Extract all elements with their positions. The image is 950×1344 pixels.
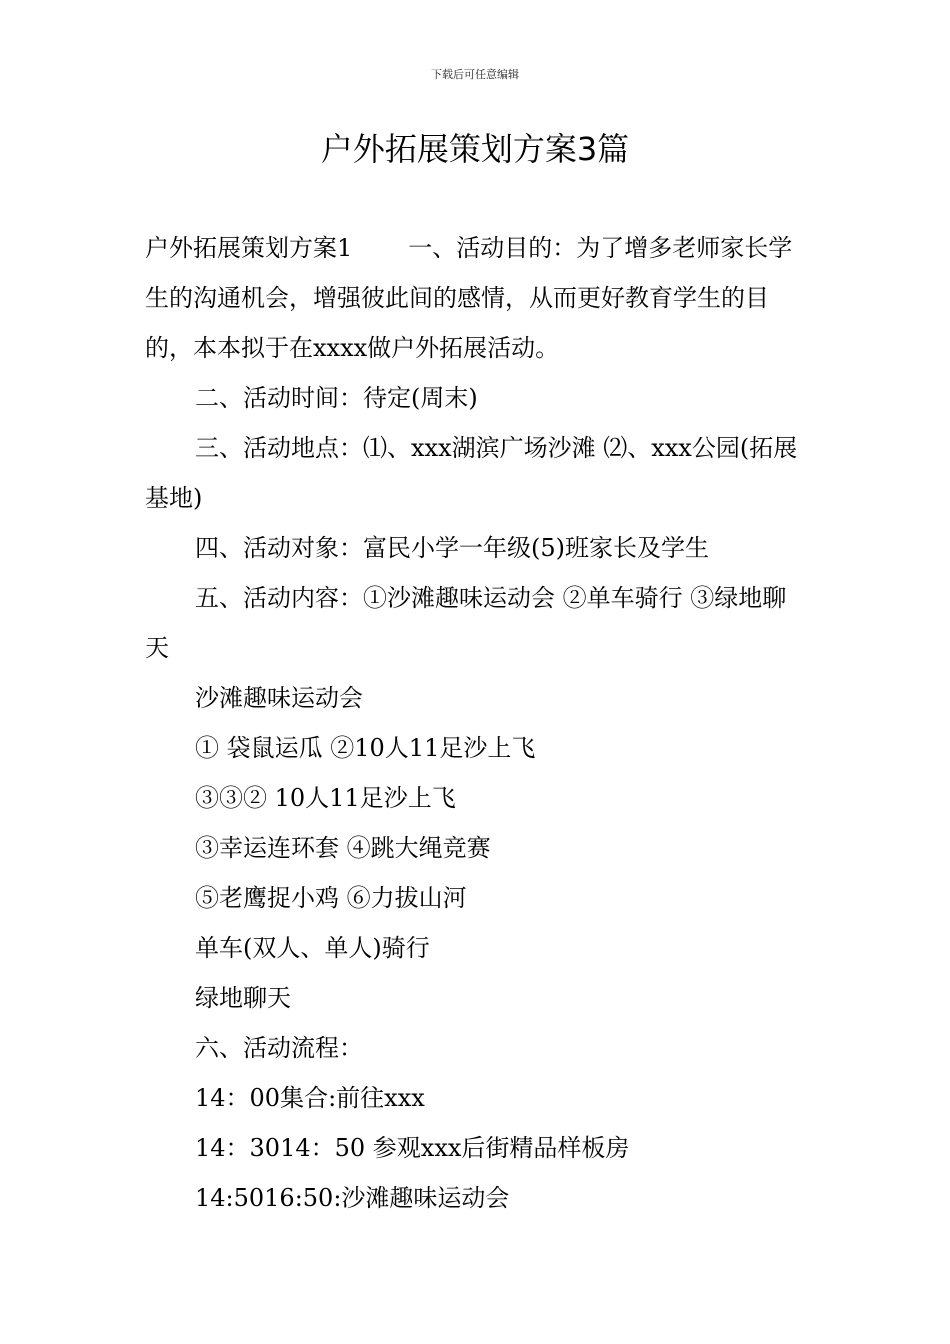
plan-label: 户外拓展策划方案1 <box>145 234 353 262</box>
paragraph-location: 三、活动地点：⑴、xxx湖滨广场沙滩 ⑵、xxx公园(拓展基地) <box>145 434 798 512</box>
purpose-text: 一、活动目的：为了增多老师家长学生的沟通机会，增强彼此间的感情，从而更好教育学生的目的，本本拟于在xxxx做户外拓展活动。 <box>145 234 793 362</box>
paragraph-time: 二、活动时间：待定(周末) <box>195 384 478 412</box>
games-line-4: ⑤老鹰捉小鸡 ⑥力拔山河 <box>195 884 467 912</box>
paragraph-audience: 四、活动对象：富民小学一年级(5)班家长及学生 <box>195 534 709 562</box>
paragraph-content: 五、活动内容：①沙滩趣味运动会 ②单车骑行 ③绿地聊天 <box>145 584 787 662</box>
intro-paragraph <box>145 223 807 373</box>
schedule-line-1: 14：00集合:前往xxx <box>195 1084 425 1112</box>
page-header: 下载后可任意编辑 <box>431 68 519 81</box>
paragraph-cycling: 单车(双人、单人)骑行 <box>195 934 430 962</box>
paragraph-beach-games: 沙滩趣味运动会 <box>195 684 363 712</box>
games-line-2: ③③② 10人11足沙上飞 <box>195 784 456 812</box>
schedule-line-2: 14：3014：50 参观xxx后街精品样板房 <box>195 1134 630 1162</box>
document-title: 户外拓展策划方案3篇 <box>320 130 630 168</box>
document-body <box>145 223 807 1223</box>
games-line-3: ③幸运连环套 ④跳大绳竞赛 <box>195 834 491 862</box>
paragraph-process-heading: 六、活动流程： <box>195 1034 363 1062</box>
schedule-line-3: 14:5016:50:沙滩趣味运动会 <box>195 1184 510 1212</box>
games-line-1: ① 袋鼠运瓜 ②10人11足沙上飞 <box>195 734 536 762</box>
paragraph-chat: 绿地聊天 <box>195 984 291 1012</box>
